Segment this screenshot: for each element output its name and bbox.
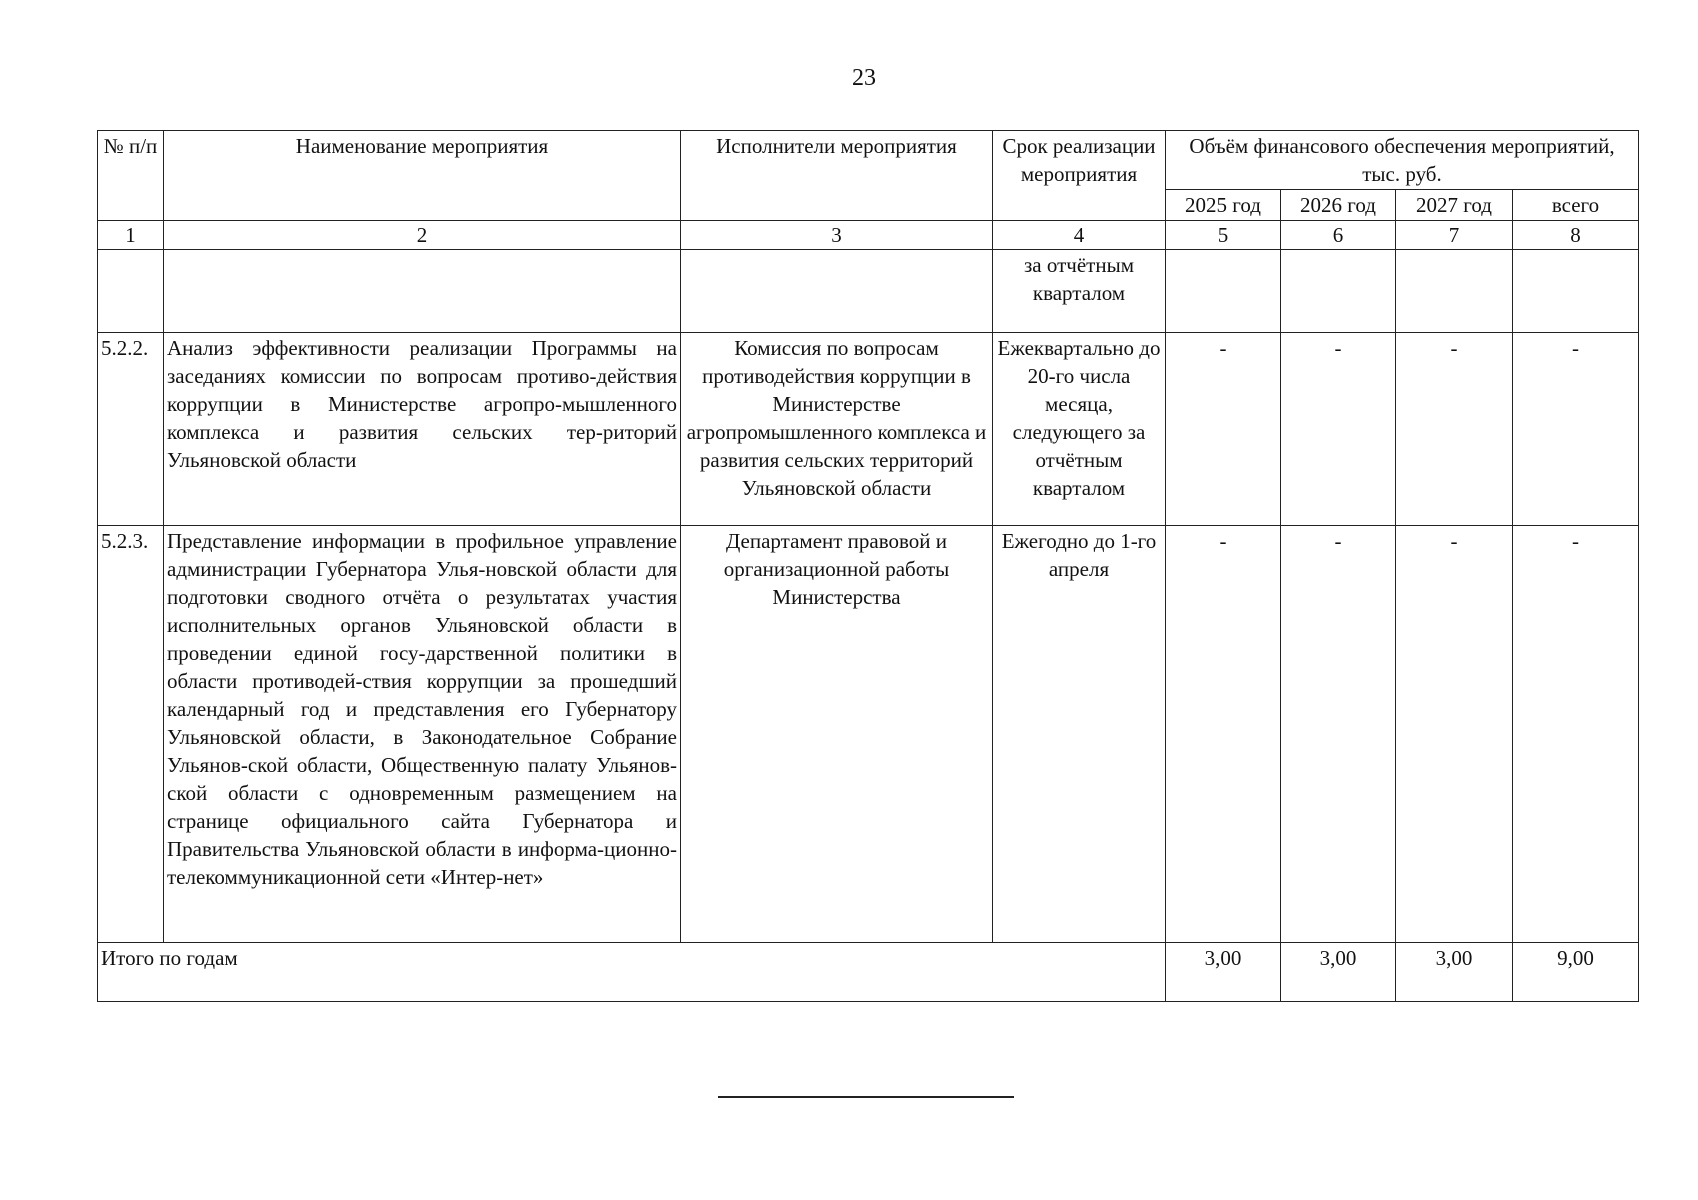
column-number: 6 [1281, 221, 1396, 250]
row-total: - [1513, 526, 1639, 943]
header-year-2027: 2027 год [1396, 190, 1513, 221]
column-number: 8 [1513, 221, 1639, 250]
row-executors [681, 250, 993, 333]
row-num: 5.2.3. [98, 526, 164, 943]
row-total: - [1513, 333, 1639, 526]
row-2027: - [1396, 333, 1513, 526]
table-row [98, 250, 1639, 333]
column-number: 7 [1396, 221, 1513, 250]
totals-row [98, 943, 1639, 1002]
column-number: 3 [681, 221, 993, 250]
header-executors: Исполнители мероприятия [681, 131, 993, 221]
page-number: 23 [852, 65, 876, 91]
row-2025: - [1166, 333, 1281, 526]
row-executors: Комиссия по вопросам противодействия коррупции в Министерстве агропромышленного комплекса и развития сельских территорий Ульяновской области [681, 333, 993, 526]
column-number: 1 [98, 221, 164, 250]
header-financing: Объём финансового обеспечения мероприятий, тыс. руб. [1166, 131, 1639, 190]
column-number: 2 [164, 221, 681, 250]
end-of-document-rule [718, 1096, 1014, 1098]
row-total [1513, 250, 1639, 333]
header-total: всего [1513, 190, 1639, 221]
column-number: 5 [1166, 221, 1281, 250]
totals-label: Итого по годам [98, 943, 1166, 1002]
row-2027: - [1396, 526, 1513, 943]
row-2026: - [1281, 333, 1396, 526]
activities-table [97, 130, 1639, 1002]
row-name: Представление информации в профильное управление администрации Губернатора Улья-новской области для подготовки сводного отчёта о результатах участия исполнительных органов Ульяновской области в проведении единой госу-дарственной политики в области противодей-ствия коррупции за прошедший календарный год и представления его Губернатору Ульяновской области, в Законодательное Собрание Ульянов-ской области, Общественную палату Ульянов-ской области с одновременным размещением на странице официального сайта Губернатора и Правительства Ульяновской области в информа-ционно-телекоммуникационной сети «Интер-нет» [164, 526, 681, 943]
row-num: 5.2.2. [98, 333, 164, 526]
header-year-2026: 2026 год [1281, 190, 1396, 221]
row-num [98, 250, 164, 333]
row-2025: - [1166, 526, 1281, 943]
row-term: за отчётным кварталом [993, 250, 1166, 333]
row-2025 [1166, 250, 1281, 333]
header-num: № п/п [98, 131, 164, 221]
row-term: Ежегодно до 1-го апреля [993, 526, 1166, 943]
table-row [98, 526, 1639, 943]
totals-2025: 3,00 [1166, 943, 1281, 1002]
totals-2027: 3,00 [1396, 943, 1513, 1002]
table-row [98, 333, 1639, 526]
column-number: 4 [993, 221, 1166, 250]
row-term: Ежеквартально до 20-го числа месяца, следующего за отчётным кварталом [993, 333, 1166, 526]
totals-total: 9,00 [1513, 943, 1639, 1002]
row-name [164, 250, 681, 333]
row-2026 [1281, 250, 1396, 333]
totals-2026: 3,00 [1281, 943, 1396, 1002]
header-name: Наименование мероприятия [164, 131, 681, 221]
row-executors: Департамент правовой и организационной работы Министерства [681, 526, 993, 943]
row-2027 [1396, 250, 1513, 333]
header-term: Срок реализации мероприятия [993, 131, 1166, 221]
column-numbers-row [98, 221, 1639, 250]
header-year-2025: 2025 год [1166, 190, 1281, 221]
row-name: Анализ эффективности реализации Программы на заседаниях комиссии по вопросам противо-действия коррупции в Министерстве агропро-мышленного комплекса и развития сельских тер-риторий Ульяновской области [164, 333, 681, 526]
row-2026: - [1281, 526, 1396, 943]
